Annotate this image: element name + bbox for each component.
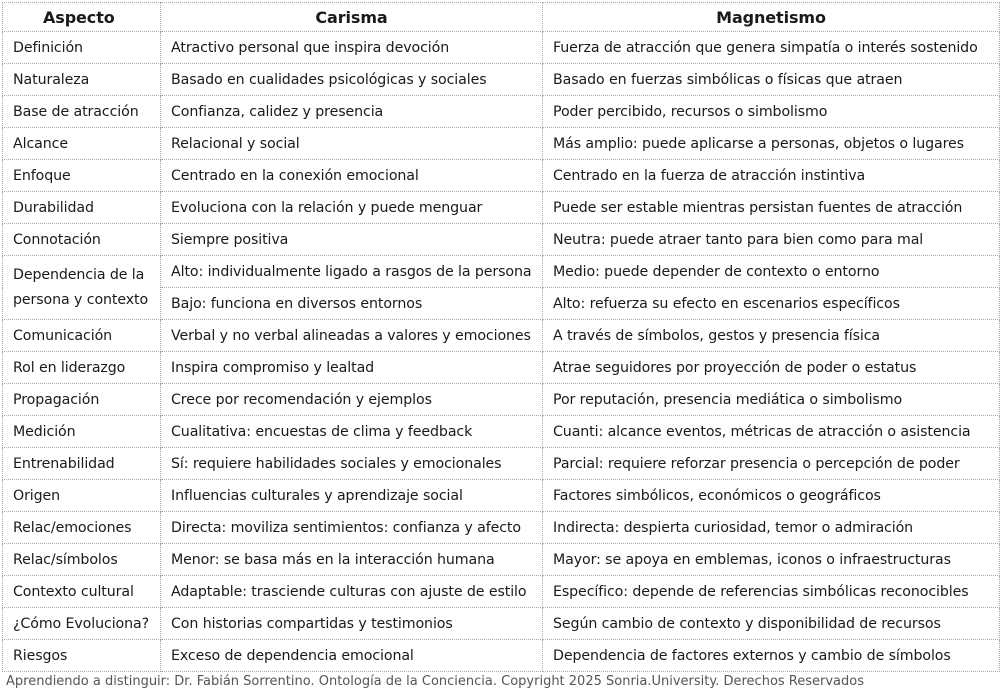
magnetismo-cell: Centrado en la fuerza de atracción instintiva (543, 160, 1000, 192)
magnetismo-cell: Por reputación, presencia mediática o simbolismo (543, 384, 1000, 416)
table-row (3, 480, 1000, 512)
aspect-cell: Relac/emociones (3, 512, 161, 544)
carisma-cell: Cualitativa: encuestas de clima y feedback (161, 416, 543, 448)
table-row (3, 576, 1000, 608)
magnetismo-cell: Atrae seguidores por proyección de poder o estatus (543, 352, 1000, 384)
table-row (3, 640, 1000, 672)
carisma-cell: Bajo: funciona en diversos entornos (161, 288, 543, 320)
magnetismo-cell: Parcial: requiere reforzar presencia o percepción de poder (543, 448, 1000, 480)
table-row (3, 32, 1000, 64)
magnetismo-cell: Poder percibido, recursos o simbolismo (543, 96, 1000, 128)
magnetismo-cell: Cuanti: alcance eventos, métricas de atracción o asistencia (543, 416, 1000, 448)
magnetismo-cell: Neutra: puede atraer tanto para bien como para mal (543, 224, 1000, 256)
header-aspecto: Aspecto (3, 3, 161, 32)
carisma-cell: Basado en cualidades psicológicas y sociales (161, 64, 543, 96)
aspect-cell: Relac/símbolos (3, 544, 161, 576)
copyright-footer: Aprendiendo a distinguir: Dr. Fabián Sorrentino. Ontología de la Conciencia. Copyright 2025 Sonria.University. Derechos Reservados (6, 674, 864, 689)
magnetismo-cell: Más amplio: puede aplicarse a personas, objetos o lugares (543, 128, 1000, 160)
aspect-cell: Base de atracción (3, 96, 161, 128)
magnetismo-cell: Medio: puede depender de contexto o entorno (543, 256, 1000, 288)
carisma-cell: Influencias culturales y aprendizaje social (161, 480, 543, 512)
carisma-cell: Sí: requiere habilidades sociales y emocionales (161, 448, 543, 480)
table-row (3, 256, 1000, 288)
table-body (3, 32, 1000, 672)
magnetismo-cell: Indirecta: despierta curiosidad, temor o admiración (543, 512, 1000, 544)
aspect-cell: Rol en liderazgo (3, 352, 161, 384)
table-row (3, 512, 1000, 544)
aspect-cell: Comunicación (3, 320, 161, 352)
aspect-cell: Propagación (3, 384, 161, 416)
aspect-cell: Riesgos (3, 640, 161, 672)
table-row (3, 416, 1000, 448)
carisma-cell: Alto: individualmente ligado a rasgos de la persona (161, 256, 543, 288)
magnetismo-cell: A través de símbolos, gestos y presencia física (543, 320, 1000, 352)
aspect-cell: Medición (3, 416, 161, 448)
aspect-cell: Entrenabilidad (3, 448, 161, 480)
carisma-cell: Confianza, calidez y presencia (161, 96, 543, 128)
carisma-cell: Verbal y no verbal alineadas a valores y emociones (161, 320, 543, 352)
carisma-cell: Menor: se basa más en la interacción humana (161, 544, 543, 576)
table-row (3, 352, 1000, 384)
table-row (3, 544, 1000, 576)
table-row (3, 224, 1000, 256)
carisma-cell: Adaptable: trasciende culturas con ajuste de estilo (161, 576, 543, 608)
carisma-cell: Con historias compartidas y testimonios (161, 608, 543, 640)
aspect-cell: Naturaleza (3, 64, 161, 96)
table-row (3, 384, 1000, 416)
table-row (3, 448, 1000, 480)
table-row (3, 320, 1000, 352)
aspect-cell: ¿Cómo Evoluciona? (3, 608, 161, 640)
carisma-cell: Atractivo personal que inspira devoción (161, 32, 543, 64)
magnetismo-cell: Según cambio de contexto y disponibilidad de recursos (543, 608, 1000, 640)
carisma-cell: Directa: moviliza sentimientos: confianza y afecto (161, 512, 543, 544)
header-row (3, 3, 1000, 32)
carisma-cell: Crece por recomendación y ejemplos (161, 384, 543, 416)
aspect-cell: Enfoque (3, 160, 161, 192)
magnetismo-cell: Específico: depende de referencias simbólicas reconocibles (543, 576, 1000, 608)
table-row (3, 608, 1000, 640)
aspect-cell: Definición (3, 32, 161, 64)
aspect-cell: Alcance (3, 128, 161, 160)
aspect-cell: Dependencia de la persona y contexto (3, 256, 161, 320)
table-row (3, 160, 1000, 192)
aspect-cell: Durabilidad (3, 192, 161, 224)
carisma-cell: Exceso de dependencia emocional (161, 640, 543, 672)
header-carisma: Carisma (161, 3, 543, 32)
carisma-cell: Evoluciona con la relación y puede menguar (161, 192, 543, 224)
magnetismo-cell: Puede ser estable mientras persistan fuentes de atracción (543, 192, 1000, 224)
carisma-cell: Siempre positiva (161, 224, 543, 256)
magnetismo-cell: Fuerza de atracción que genera simpatía o interés sostenido (543, 32, 1000, 64)
carisma-cell: Centrado en la conexión emocional (161, 160, 543, 192)
comparison-table (2, 2, 1000, 672)
magnetismo-cell: Dependencia de factores externos y cambio de símbolos (543, 640, 1000, 672)
magnetismo-cell: Basado en fuerzas simbólicas o físicas que atraen (543, 64, 1000, 96)
table-row (3, 96, 1000, 128)
aspect-cell: Connotación (3, 224, 161, 256)
aspect-cell: Contexto cultural (3, 576, 161, 608)
header-magnetismo: Magnetismo (543, 3, 1000, 32)
carisma-cell: Inspira compromiso y lealtad (161, 352, 543, 384)
aspect-cell: Origen (3, 480, 161, 512)
magnetismo-cell: Factores simbólicos, económicos o geográficos (543, 480, 1000, 512)
table-row (3, 192, 1000, 224)
table-row (3, 64, 1000, 96)
carisma-cell: Relacional y social (161, 128, 543, 160)
table-row (3, 128, 1000, 160)
magnetismo-cell: Mayor: se apoya en emblemas, iconos o infraestructuras (543, 544, 1000, 576)
magnetismo-cell: Alto: refuerza su efecto en escenarios específicos (543, 288, 1000, 320)
